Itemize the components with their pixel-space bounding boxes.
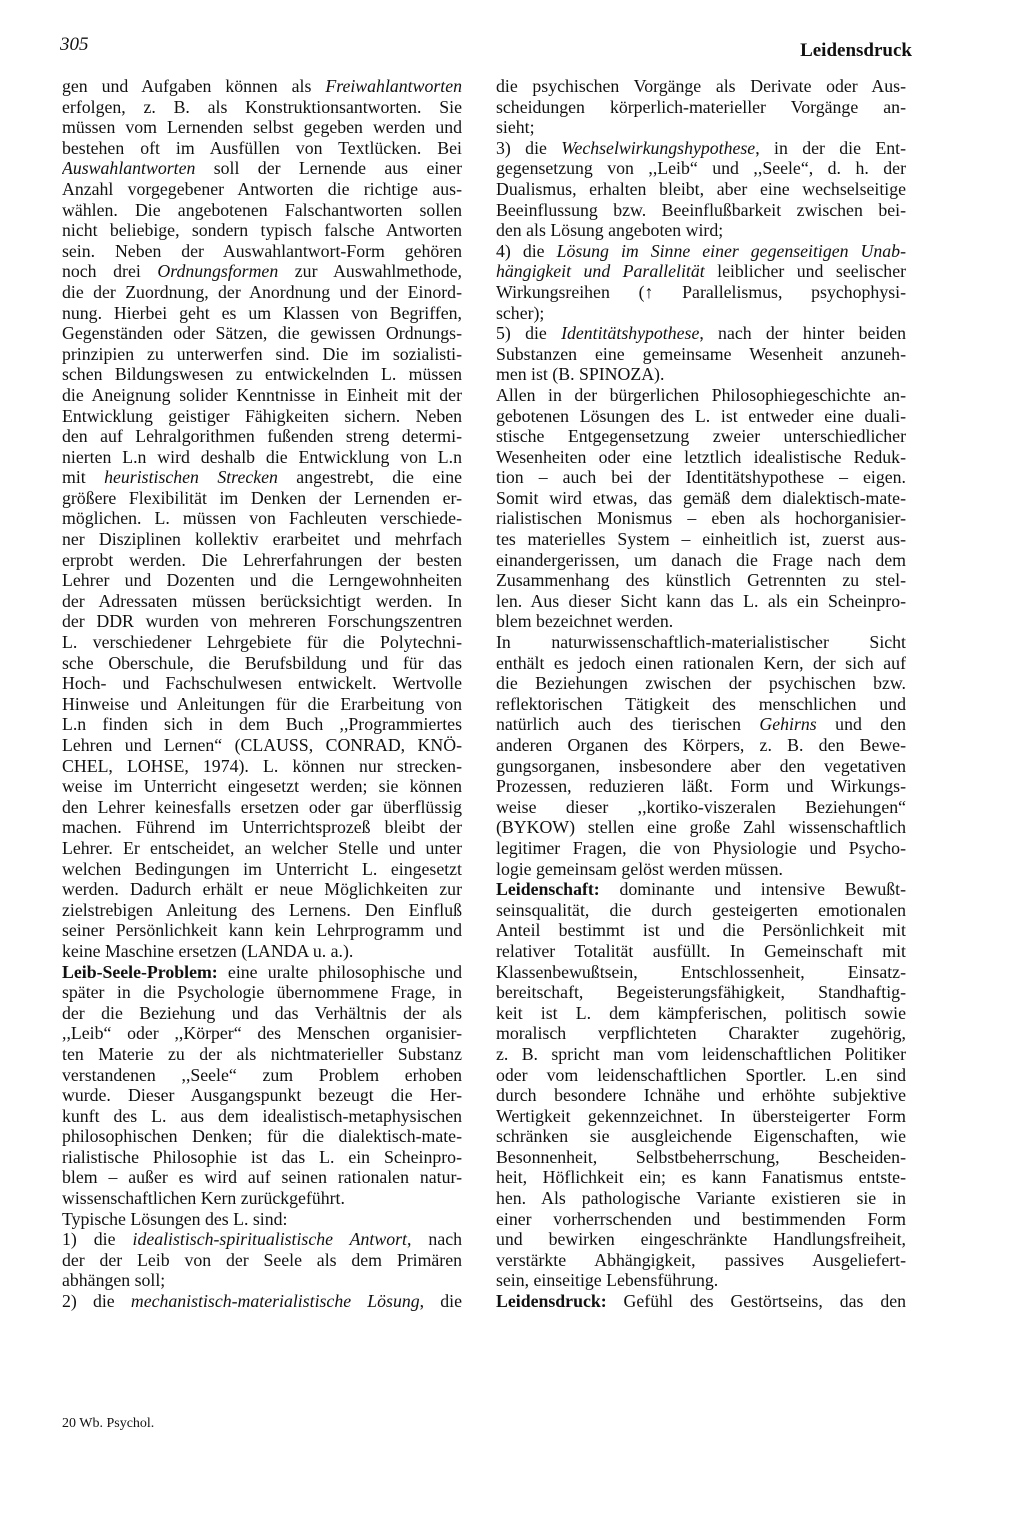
- text-segment: sche Oberschule, die Berufsbildung und für das: [62, 652, 462, 673]
- text-segment: keit ist L. dem kämpferischen, politisch sowie: [496, 1002, 906, 1023]
- text-segment: Klassenbewußtsein, Entschlossenheit, Einsatz-: [496, 961, 906, 982]
- running-head: Leidensdruck: [800, 40, 912, 61]
- text-line: [62, 1003, 462, 1024]
- text-line: [496, 508, 906, 529]
- text-segment: 3) die: [496, 137, 562, 158]
- text-segment: angestrebt, die eine: [277, 467, 462, 488]
- text-line: [62, 1250, 462, 1271]
- text-line: [496, 138, 906, 159]
- right-text-column: [496, 76, 906, 1312]
- text-line: [62, 550, 462, 571]
- text-line: [62, 303, 462, 324]
- text-line: [496, 303, 906, 324]
- text-line: [62, 364, 462, 385]
- text-segment: hen. Als pathologische Variante existieren sie in: [496, 1188, 906, 1209]
- text-segment: blem – außer es wird auf seinen rationalen natur-: [62, 1167, 462, 1188]
- text-line: [496, 97, 906, 118]
- entry-term: Leidenschaft:: [496, 879, 600, 900]
- text-line: [496, 1044, 906, 1065]
- text-segment: 4) die: [496, 240, 557, 261]
- text-line: [62, 817, 462, 838]
- text-line: [62, 508, 462, 529]
- text-line: [62, 1167, 462, 1188]
- text-line: [496, 282, 906, 303]
- text-segment: den auf Lehralgorithmen fußenden streng determi-: [62, 426, 462, 447]
- text-line: [62, 282, 462, 303]
- emphasis-text: hängigkeit und Parallelität: [496, 261, 705, 282]
- emphasis-text: Auswahlantworten: [62, 158, 196, 179]
- text-line: [496, 1188, 906, 1209]
- text-line: [496, 1126, 906, 1147]
- text-line: [62, 138, 462, 159]
- text-line: [496, 1065, 906, 1086]
- text-line: [62, 859, 462, 880]
- text-segment: ten Materie zu der als nichtmaterieller Substanz: [62, 1043, 462, 1064]
- text-segment: der DDR wurden von mehreren Forschungszentren: [62, 611, 462, 632]
- text-line: [496, 529, 906, 550]
- text-segment: sein. Neben der Auswahlantwort-Form gehören: [62, 240, 462, 261]
- text-segment: erprobt werden. Die Lehrerfahrungen der besten: [62, 549, 462, 570]
- text-segment: reflektorischen Tätigkeit des menschlichen und: [496, 693, 906, 714]
- emphasis-text: Identitätshypothese: [561, 323, 700, 344]
- text-line: [496, 1085, 906, 1106]
- text-segment: mit: [62, 467, 105, 488]
- text-line: [62, 756, 462, 777]
- emphasis-text: Lösung im Sinne einer gegenseitigen Unab-: [556, 240, 906, 261]
- text-segment: erfolgen, z. B. als Konstruktionsantworten. Sie: [62, 96, 462, 117]
- text-segment: die psychischen Vorgänge als Derivate oder Aus-: [496, 76, 906, 96]
- text-line: [496, 550, 906, 571]
- text-segment: L.n finden sich in dem Buch ,,Programmiertes: [62, 714, 462, 735]
- text-line: [62, 941, 462, 962]
- text-segment: (BYKOW) stellen eine große Zahl wissenschaftlich: [496, 817, 906, 838]
- text-line: [496, 962, 906, 983]
- text-line: [496, 385, 906, 406]
- text-line: [496, 817, 906, 838]
- text-line: [496, 900, 906, 921]
- text-segment: Gegenständen oder Sätzen, die gewissen Ordnungs-: [62, 323, 462, 344]
- text-segment: stische Entgegensetzung zweier unterschiedlicher: [496, 426, 906, 447]
- text-line: [496, 982, 906, 1003]
- text-segment: bestehen oft im Ausfüllen von Textlücken. Bei: [62, 137, 462, 158]
- text-segment: gegensetzung von ,,Leib“ und ,,Seele“, d. h. der: [496, 158, 906, 179]
- text-line: [62, 117, 462, 138]
- text-segment: philosophischen Denken; für die dialektisch-mate-: [62, 1126, 462, 1147]
- text-line: [62, 406, 462, 427]
- text-segment: seinsqualität, die durch gesteigerten emotionalen: [496, 899, 906, 920]
- text-segment: wurde. Dieser Ausgangspunkt bezeugt die Her-: [62, 1085, 462, 1106]
- text-segment: scheidungen körperlich-materieller Vorgänge an-: [496, 96, 906, 117]
- emphasis-text: Ordnungsformen: [157, 261, 279, 282]
- text-segment: wählen. Die angebotenen Falschantworten sollen: [62, 199, 462, 220]
- text-segment: Anzahl vorgegebener Antworten die richtige aus-: [62, 178, 462, 199]
- text-line: [62, 1044, 462, 1065]
- text-line: [62, 529, 462, 550]
- text-segment: der der Leib von der Seele als dem Primären: [62, 1249, 462, 1270]
- text-segment: Allen in der bürgerlichen Philosophiegeschichte an-: [496, 384, 906, 405]
- text-segment: sein, einseitige Lebensführung.: [496, 1270, 719, 1291]
- text-segment: weise im Unterricht eingesetzt werden; sie können: [62, 776, 462, 797]
- text-line: [62, 447, 462, 468]
- text-line: [496, 1250, 906, 1271]
- text-line: [496, 591, 906, 612]
- text-line: [496, 406, 906, 427]
- text-line: [496, 756, 906, 777]
- emphasis-text: mechanistisch-materialistische Lösung: [130, 1291, 420, 1312]
- text-segment: machen. Führend im Unterrichtsprozeß bleibt der: [62, 817, 462, 838]
- text-line: [62, 673, 462, 694]
- text-line: [496, 694, 906, 715]
- text-segment: z. B. spricht man vom leidenschaftlichen Politiker: [496, 1043, 906, 1064]
- text-line: [62, 158, 462, 179]
- text-line: [496, 879, 906, 900]
- text-segment: Lehren und Lernen“ (CLAUSS, CONRAD, KNÖ-: [62, 735, 462, 755]
- text-segment: einandergerissen, um danach die Frage nach dem: [496, 549, 906, 570]
- text-line: [62, 1126, 462, 1147]
- text-line: [496, 241, 906, 262]
- text-segment: len. Aus dieser Sicht kann das L. als ein Scheinpro-: [496, 590, 906, 611]
- text-segment: Wirkungsreihen (↑ Parallelismus, psychophysi-: [496, 281, 906, 302]
- emphasis-text: Freiwahlantworten: [325, 76, 462, 96]
- text-segment: gungsorganen, insbesondere aber den vegetativen: [496, 755, 906, 776]
- text-line: [62, 1188, 462, 1209]
- text-line: [496, 220, 906, 241]
- text-segment: und den: [816, 714, 906, 735]
- text-segment: schränken sie ausgleichende Eigenschaften, wie: [496, 1126, 906, 1147]
- text-line: [62, 220, 462, 241]
- text-segment: kunft des L. aus dem idealistisch-metaphysischen: [62, 1105, 462, 1126]
- text-segment: logie gemeinsam gelöst werden müssen.: [496, 858, 783, 879]
- text-segment: In naturwissenschaftlich-materialistischer Sicht: [496, 632, 906, 653]
- text-segment: Lehrer. Er entscheidet, an welcher Stelle und unter: [62, 837, 462, 858]
- text-line: [62, 632, 462, 653]
- text-line: [62, 1085, 462, 1106]
- text-line: [496, 859, 906, 880]
- text-line: [496, 1147, 906, 1168]
- text-segment: Entwicklung geistiger Fähigkeiten sichern. Neben: [62, 405, 462, 426]
- text-line: [62, 467, 462, 488]
- text-line: [496, 364, 906, 385]
- text-segment: gebotenen Lösungen des L. ist entweder eine duali-: [496, 405, 906, 426]
- text-line: [496, 1106, 906, 1127]
- text-line: [62, 344, 462, 365]
- text-segment: keine Maschine ersetzen (LANDA u. a.).: [62, 940, 354, 961]
- text-line: [496, 158, 906, 179]
- text-segment: moralisch verpflichteten Charakter zugehörig,: [496, 1023, 906, 1044]
- text-line: [62, 591, 462, 612]
- text-segment: men ist (B. SPINOZA).: [496, 364, 665, 385]
- text-segment: oder vom leidenschaftlichen Sportler. L.en sind: [496, 1064, 906, 1085]
- text-segment: Gefühl des Gestörtseins, das den: [606, 1291, 906, 1312]
- text-line: [496, 838, 906, 859]
- text-line: [62, 97, 462, 118]
- text-segment: Somit wird etwas, das gemäß dem dialektisch-mate-: [496, 487, 906, 508]
- text-line: [62, 694, 462, 715]
- text-line: [496, 1270, 906, 1291]
- text-segment: legitimer Fragen, die von Physiologie und Psycho-: [496, 837, 906, 858]
- text-line: [62, 488, 462, 509]
- text-segment: bereitschaft, Begeisterungsfähigkeit, Standhaftig-: [496, 982, 906, 1003]
- text-segment: nicht beliebige, sondern typisch falsche Antworten: [62, 220, 462, 241]
- text-line: [496, 1003, 906, 1024]
- text-line: [496, 611, 906, 632]
- text-segment: Hoch- und Fachschulwesen entwickelt. Wertvolle: [62, 673, 462, 694]
- text-segment: relativer Totalität ausfüllt. In Gemeinschaft mit: [496, 940, 906, 961]
- text-segment: Wesenheiten oder eine letztlich idealistische Reduk-: [496, 446, 906, 467]
- text-segment: , nach: [407, 1229, 462, 1250]
- text-segment: tion – auch bei der Identitätshypothese – eigen.: [496, 467, 906, 488]
- text-line: [496, 1291, 906, 1312]
- text-line: [62, 241, 462, 262]
- text-line: [62, 1209, 462, 1230]
- text-segment: Substanzen eine gemeinsame Wesenheit anzuneh-: [496, 343, 906, 364]
- text-segment: den Lehrer keinesfalls ersetzen oder gar überflüssig: [62, 796, 462, 817]
- text-line: [62, 776, 462, 797]
- text-segment: den als Lösung angeboten wird;: [496, 220, 724, 241]
- text-segment: blem bezeichnet werden.: [496, 611, 674, 632]
- text-line: [62, 385, 462, 406]
- text-line: [496, 426, 906, 447]
- left-text-column: [62, 76, 462, 1312]
- text-segment: Hinweise und Anleitungen für die Erarbeitung von: [62, 693, 462, 714]
- text-line: [62, 920, 462, 941]
- text-segment: sieht;: [496, 117, 535, 138]
- text-segment: nierten L.n wird deshalb die Entwicklung von L.n: [62, 446, 462, 467]
- text-segment: verstärkte Abhängigkeit, passives Ausgeliefert-: [496, 1249, 906, 1270]
- text-line: [496, 776, 906, 797]
- text-line: [62, 982, 462, 1003]
- text-segment: leiblicher und seelischer: [704, 261, 906, 282]
- text-segment: enthält es jedoch einen rationalen Kern, der sich auf: [496, 652, 906, 673]
- emphasis-text: idealistisch-spiritualistische Antwort: [132, 1229, 407, 1250]
- text-segment: nung. Hierbei geht es um Klassen von Begriffen,: [62, 302, 462, 323]
- text-line: [62, 838, 462, 859]
- text-line: [496, 735, 906, 756]
- text-line: [62, 179, 462, 200]
- text-segment: natürlich auch des tierischen: [496, 714, 760, 735]
- text-line: [62, 323, 462, 344]
- text-line: [496, 920, 906, 941]
- text-line: [62, 1270, 462, 1291]
- text-segment: werden. Dadurch erhält er neue Möglichkeiten zur: [62, 879, 462, 900]
- text-line: [62, 1291, 462, 1312]
- text-segment: soll der Lernende aus einer: [195, 158, 462, 179]
- text-segment: dominante und intensive Bewußt-: [599, 879, 906, 900]
- text-line: [62, 1065, 462, 1086]
- text-line: [62, 611, 462, 632]
- text-segment: scher);: [496, 302, 545, 323]
- text-segment: später in die Psychologie übernommene Frage, in: [62, 982, 462, 1003]
- text-line: [62, 735, 462, 756]
- text-line: [496, 941, 906, 962]
- text-segment: der die Beziehung und das Verhältnis der als: [62, 1002, 462, 1023]
- text-segment: müssen vom Lernenden selbst gegeben werden und: [62, 117, 462, 138]
- text-segment: größere Flexibilität im Denken der Lernenden er-: [62, 487, 462, 508]
- text-segment: und bewirken eingeschränkte Handlungsfreiheit,: [496, 1229, 906, 1250]
- text-line: [496, 467, 906, 488]
- text-segment: Besonnenheit, Selbstbeherrschung, Bescheiden-: [496, 1146, 906, 1167]
- text-segment: Prozessen, reduzieren läßt. Form und Wirkungs-: [496, 776, 906, 797]
- text-segment: noch drei: [62, 261, 158, 282]
- text-segment: L. verschiedener Lehrgebiete für die Polytechni-: [62, 632, 462, 653]
- text-line: [62, 653, 462, 674]
- text-line: [62, 879, 462, 900]
- text-line: [496, 447, 906, 468]
- text-line: [496, 488, 906, 509]
- text-segment: 5) die: [496, 323, 562, 344]
- text-segment: 1) die: [62, 1229, 133, 1250]
- text-segment: Dualismus, erhalten bleibt, aber eine wechselseitige: [496, 178, 906, 199]
- text-line: [496, 76, 906, 97]
- text-segment: eine uralte philosophische und: [217, 961, 462, 982]
- text-line: [62, 76, 462, 97]
- text-segment: CHEL, LOHSE, 1974). L. können nur strecken-: [62, 755, 462, 776]
- text-line: [62, 797, 462, 818]
- text-segment: die Aneignung solider Kenntnisse in Einheit mit der: [62, 384, 462, 405]
- text-segment: prinzipien zu unterwerfen sind. Die im sozialisti-: [62, 343, 462, 364]
- emphasis-text: Gehirns: [759, 714, 817, 735]
- text-segment: rialistische Philosophie ist das L. ein Scheinpro-: [62, 1146, 462, 1167]
- text-segment: zielstrebigen Anleitung des Lernens. Den Einfluß: [62, 899, 462, 920]
- text-line: [496, 261, 906, 282]
- text-line: [62, 570, 462, 591]
- text-line: [62, 1229, 462, 1250]
- text-segment: welchen Bedingungen im Unterricht L. eingesetzt: [62, 858, 462, 879]
- text-segment: 2) die: [62, 1291, 131, 1312]
- text-segment: Lehrer und Dozenten und die Lerngewohnheiten: [62, 570, 462, 591]
- text-line: [496, 632, 906, 653]
- text-line: [496, 1167, 906, 1188]
- text-segment: tes materielles System – einheitlich ist, zuerst aus-: [496, 529, 906, 550]
- text-segment: Typische Lösungen des L. sind:: [62, 1208, 288, 1229]
- text-segment: zur Auswahlmethode,: [278, 261, 462, 282]
- text-line: [496, 179, 906, 200]
- text-line: [62, 426, 462, 447]
- text-line: [62, 900, 462, 921]
- text-line: [62, 261, 462, 282]
- text-segment: die Beziehungen zwischen der psychischen bzw.: [496, 673, 906, 694]
- text-line: [62, 1147, 462, 1168]
- text-segment: wissenschaftlichen Kern zurückgeführt.: [62, 1188, 345, 1209]
- emphasis-text: Wechselwirkungshypothese: [561, 137, 756, 158]
- text-segment: ner Disziplinen kollektiv erarbeitet und mehrfach: [62, 529, 462, 550]
- text-segment: Wertigkeit gekennzeichnet. In übersteigerter Form: [496, 1105, 906, 1126]
- text-segment: weise dieser ,,kortiko-viszeralen Beziehungen“: [496, 796, 906, 817]
- text-segment: verstandenen ,,Seele“ zum Problem erhoben: [62, 1064, 462, 1085]
- entry-term: Leidensdruck:: [496, 1291, 607, 1312]
- text-segment: einer vorherrschenden und bestimmenden Form: [496, 1208, 906, 1229]
- text-line: [496, 1023, 906, 1044]
- text-line: [496, 200, 906, 221]
- text-line: [496, 570, 906, 591]
- text-line: [496, 117, 906, 138]
- text-line: [496, 673, 906, 694]
- text-line: [496, 1209, 906, 1230]
- text-segment: , nach der hinter beiden: [699, 323, 906, 344]
- text-segment: Anteil bestimmt ist und die Persönlichkeit mit: [496, 920, 906, 941]
- text-line: [496, 344, 906, 365]
- text-line: [496, 323, 906, 344]
- text-segment: rialistischen Monismus – eben als hochorganisier-: [496, 508, 906, 529]
- text-line: [496, 714, 906, 735]
- text-segment: Beeinflussung bzw. Beeinflußbarkeit zwischen bei-: [496, 199, 906, 220]
- text-segment: anderen Organen des Körpers, z. B. den Bewe-: [496, 735, 906, 755]
- page-number: 305: [60, 34, 89, 55]
- text-segment: gen und Aufgaben können als: [62, 76, 326, 96]
- text-segment: seiner Persönlichkeit kann kein Lehrprogramm und: [62, 920, 462, 941]
- text-line: [62, 962, 462, 983]
- text-line: [62, 1106, 462, 1127]
- text-segment: heit, Höflichkeit ein; es kann Fanatismus entste-: [496, 1167, 906, 1188]
- text-line: [496, 797, 906, 818]
- text-segment: die der Zuordnung, der Anordnung und der Einord-: [62, 281, 462, 302]
- text-segment: durch besondere Ichnähe und erhöhte subjektive: [496, 1085, 906, 1106]
- text-segment: schen Bildungswesen zu entwickelnden L. müssen: [62, 364, 462, 385]
- sheet-signature: 20 Wb. Psychol.: [62, 1416, 155, 1431]
- text-segment: abhängen soll;: [62, 1270, 166, 1291]
- text-line: [62, 714, 462, 735]
- text-segment: der Adressaten müssen berücksichtigt werden. In: [62, 590, 462, 611]
- text-segment: , in der die Ent-: [755, 137, 906, 158]
- text-line: [496, 653, 906, 674]
- emphasis-text: heuristischen Strecken: [104, 467, 278, 488]
- text-segment: , die: [419, 1291, 462, 1312]
- text-segment: ,,Leib“ oder ,,Körper“ des Menschen organisier-: [62, 1023, 462, 1044]
- text-segment: Zusammenhang des künstlich Getrennten zu stel-: [496, 570, 906, 591]
- text-segment: möglichen. L. müssen von Fachleuten verschiede-: [62, 508, 462, 529]
- entry-term: Leib-Seele-Problem:: [62, 961, 218, 982]
- text-line: [62, 200, 462, 221]
- text-line: [62, 1023, 462, 1044]
- text-line: [496, 1229, 906, 1250]
